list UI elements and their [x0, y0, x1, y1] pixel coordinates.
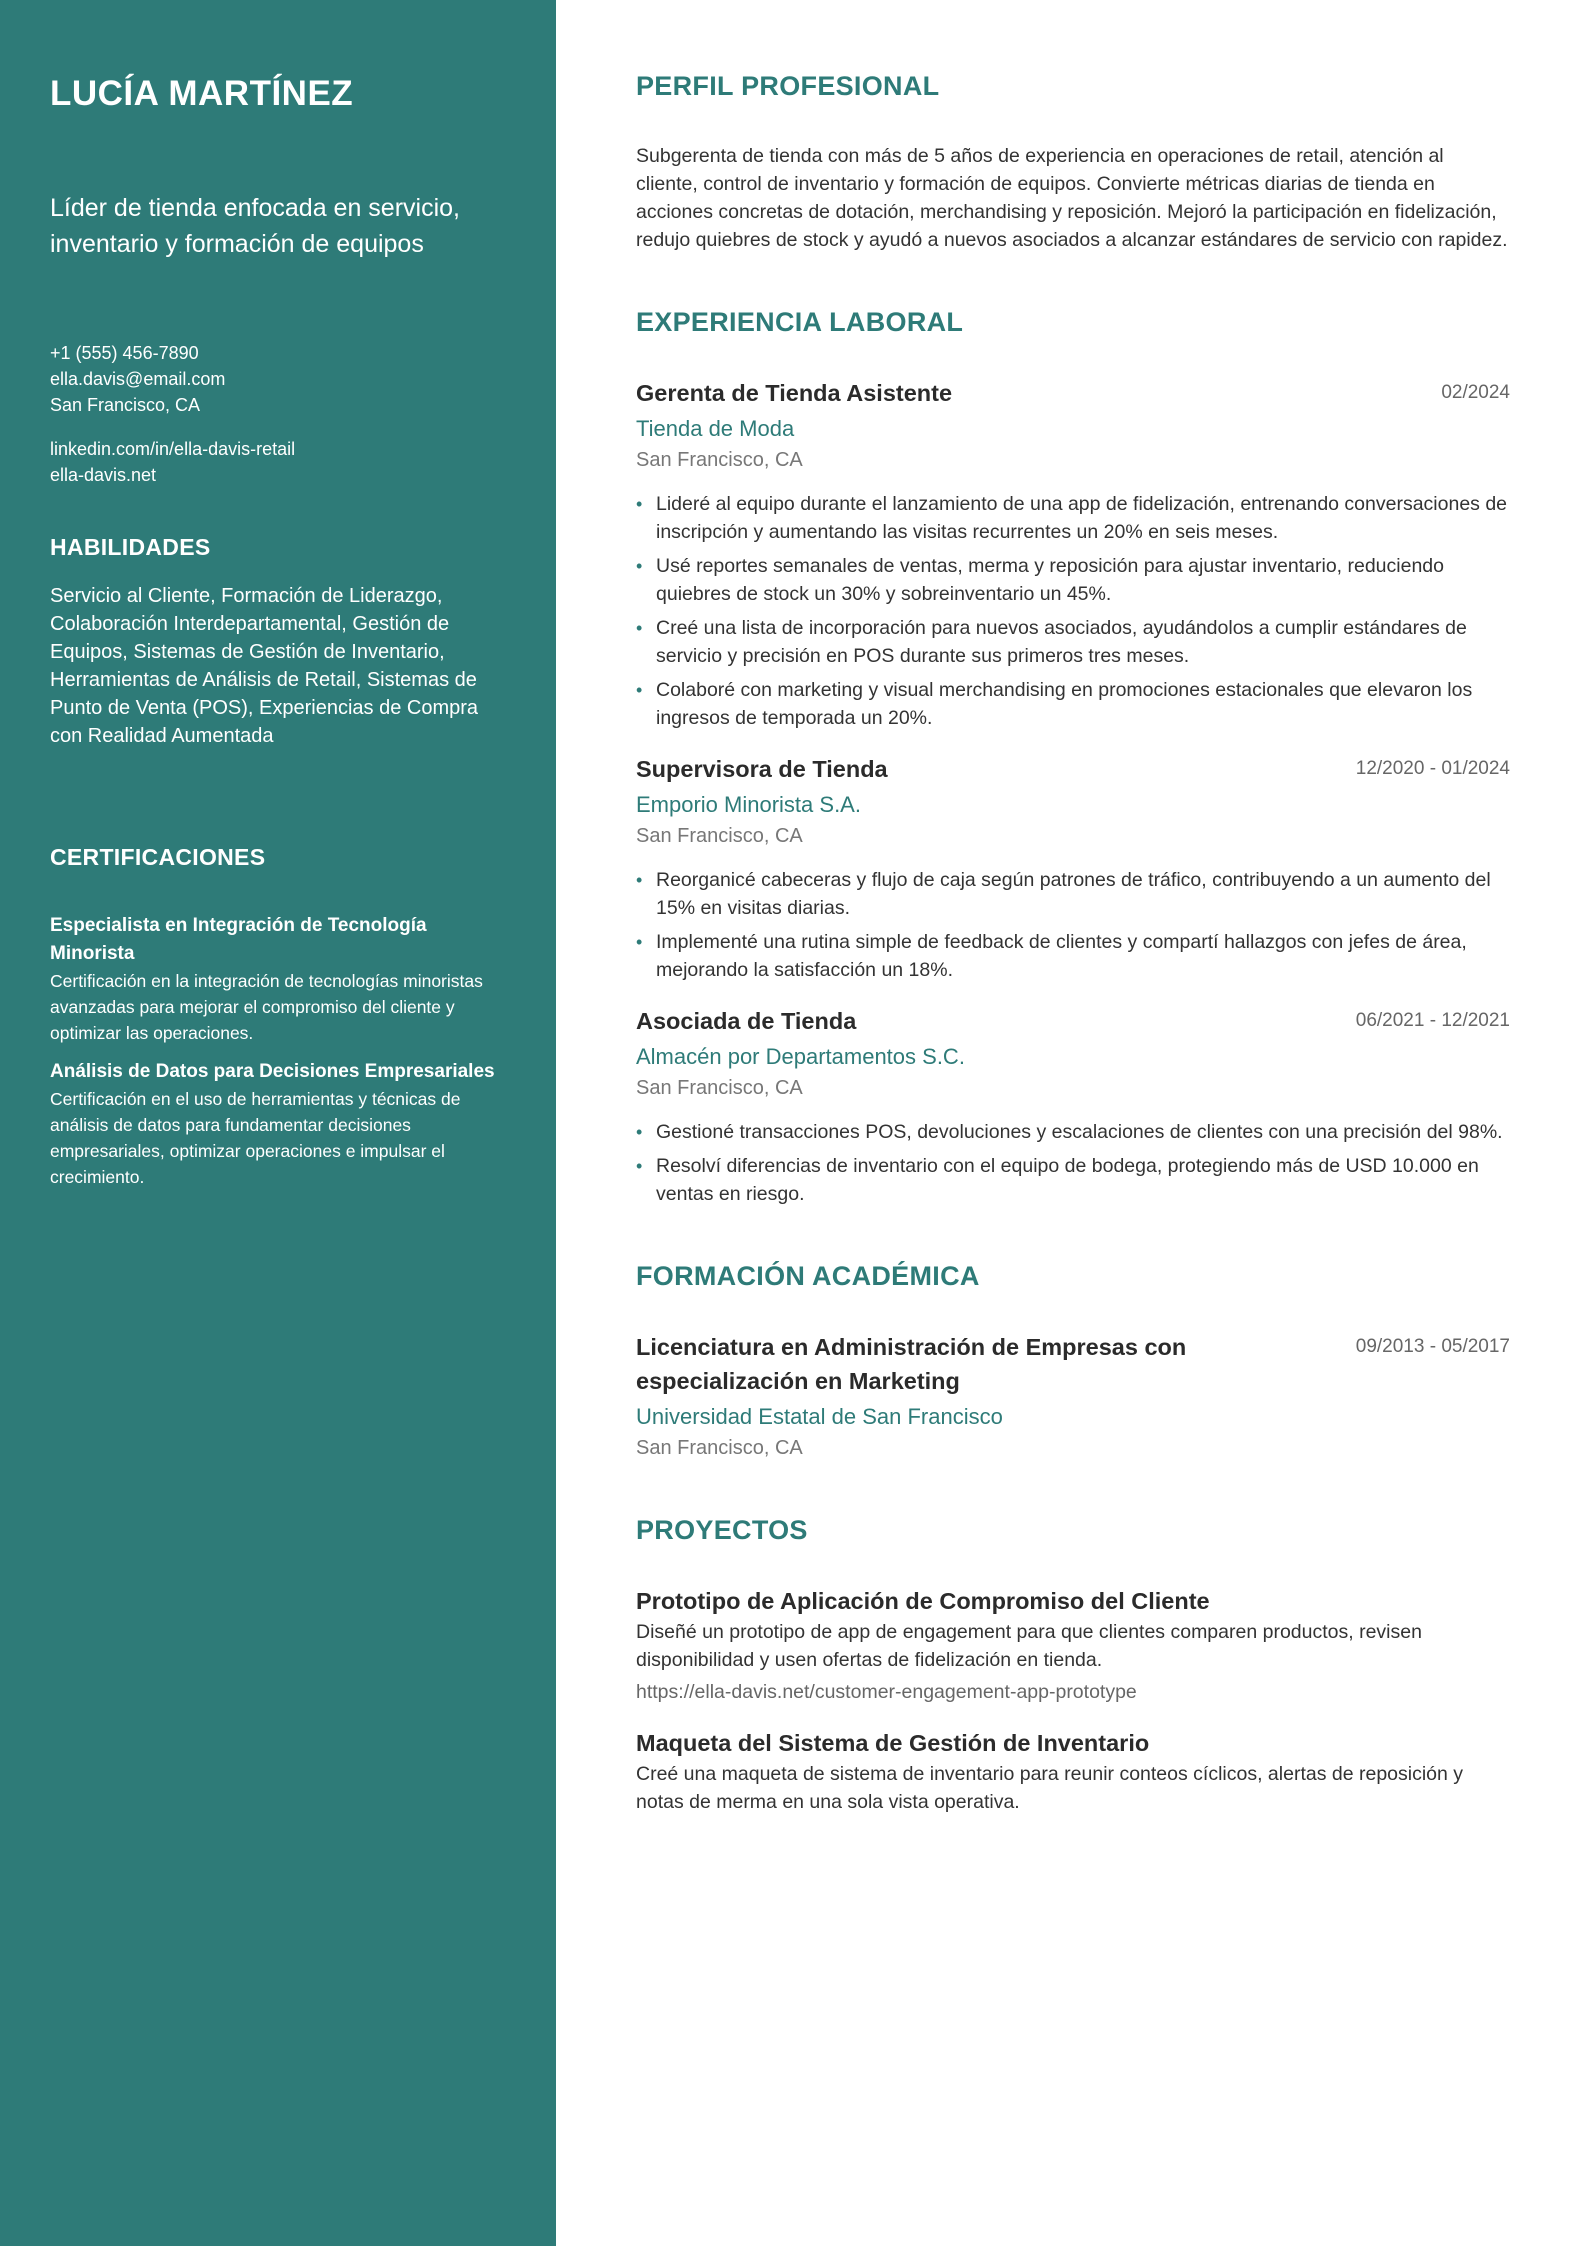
- bullet-text: Usé reportes semanales de ventas, merma y reposición para ajustar inventario, reduciendo quiebres de stock un 30% y sobreinventario un 45%.: [656, 555, 1444, 605]
- skills-heading: HABILIDADES: [50, 534, 211, 560]
- bullet-item: [636, 928, 1510, 984]
- job-location: San Francisco, CA: [636, 825, 803, 847]
- job-date: 06/2021 - 12/2021: [1355, 1010, 1510, 1031]
- job-entry: [636, 376, 1510, 732]
- degree-title: Licenciatura en Administración de Empresas con especialización en Marketing: [636, 1334, 1187, 1394]
- project-link[interactable]: https://ella-davis.net/customer-engagement-app-prototype: [636, 1681, 1137, 1703]
- bullet-text: Creé una lista de incorporación para nuevos asociados, ayudándolos a cumplir estándares de servicio y precisión en POS durante sus primeros tres meses.: [656, 617, 1467, 667]
- website-link[interactable]: ella-davis.net: [50, 465, 157, 485]
- experience-section: [636, 304, 1510, 1208]
- bullet-text: Gestioné transacciones POS, devoluciones y escalaciones de clientes con una precisión del 98%.: [656, 1121, 1503, 1143]
- job-company: Almacén por Departamentos S.C.: [636, 1044, 965, 1069]
- job-company: Tienda de Moda: [636, 416, 795, 441]
- bullet-text: Resolví diferencias de inventario con el equipo de bodega, protegiendo más de USD 10.000 en ventas en riesgo.: [656, 1155, 1479, 1205]
- bullet-icon: •: [636, 1156, 643, 1176]
- candidate-name: LUCÍA MARTÍNEZ: [50, 74, 354, 113]
- projects-section: [636, 1512, 1510, 1816]
- bullet-text: Implementé una rutina simple de feedback de clientes y compartí hallazgos con jefes de área, mejorando la satisfacción un 18%.: [656, 931, 1467, 981]
- school-name: Universidad Estatal de San Francisco: [636, 1404, 1003, 1429]
- contact-block: [50, 340, 506, 418]
- bullet-icon: •: [636, 870, 643, 890]
- bullet-text: Lideré al equipo durante el lanzamiento de una app de fidelización, entrenando conversaciones de inscripción y aumentando las visitas recurrentes un 20% en seis meses.: [656, 493, 1508, 543]
- bullet-item: [636, 866, 1510, 922]
- bullet-item: [636, 614, 1510, 670]
- projects-heading: PROYECTOS: [636, 1515, 808, 1545]
- bullet-item: [636, 676, 1510, 732]
- bullet-icon: •: [636, 1122, 643, 1142]
- certification-item: [50, 912, 506, 1046]
- skills-list: Servicio al Cliente, Formación de Liderazgo, Colaboración Interdepartamental, Gestión de Equipos, Sistemas de Gestión de Inventario, Herramientas de Análisis de Retail, Sistemas de Punto de Venta (POS), Experiencias de Compra con Realidad Aumentada: [50, 585, 479, 747]
- experience-heading: EXPERIENCIA LABORAL: [636, 307, 964, 337]
- location: San Francisco, CA: [50, 395, 201, 415]
- school-location: San Francisco, CA: [636, 1437, 803, 1459]
- job-location: San Francisco, CA: [636, 1077, 803, 1099]
- phone: +1 (555) 456-7890: [50, 343, 199, 363]
- education-entry: [636, 1330, 1510, 1462]
- job-title: Supervisora de Tienda: [636, 756, 888, 782]
- job-entry: [636, 752, 1510, 984]
- bullet-icon: •: [636, 494, 643, 514]
- education-heading: FORMACIÓN ACADÉMICA: [636, 1261, 980, 1291]
- job-date: 12/2020 - 01/2024: [1355, 758, 1510, 779]
- profile-summary: Subgerenta de tienda con más de 5 años de experiencia en operaciones de retail, atención al cliente, control de inventario y formación de equipos. Convierte métricas diarias de tienda en acciones concretas de dotación, merchandising y reposición. Mejoró la participación en fidelización, redujo quiebres de stock y ayudó a nuevos asociados a alcanzar estándares de servicio con rapidez.: [636, 145, 1508, 251]
- profile-heading: PERFIL PROFESIONAL: [636, 71, 940, 101]
- linkedin-link[interactable]: linkedin.com/in/ella-davis-retail: [50, 439, 296, 459]
- job-company: Emporio Minorista S.A.: [636, 792, 861, 817]
- project-entry: [636, 1584, 1510, 1706]
- certification-item: [50, 1058, 506, 1190]
- certification-title: Especialista en Integración de Tecnología Minorista: [50, 915, 427, 964]
- main-content: [636, 68, 1510, 1816]
- project-title: Maqueta del Sistema de Gestión de Inventario: [636, 1730, 1150, 1756]
- tagline: Líder de tienda enfocada en servicio, inventario y formación de equipos: [50, 194, 460, 258]
- profile-section: [636, 68, 1510, 254]
- bullet-item: [636, 1152, 1510, 1208]
- sidebar: [0, 0, 556, 2246]
- certification-description: Certificación en el uso de herramientas y técnicas de análisis de datos para fundamentar decisiones empresariales, optimizar operaciones e impulsar el crecimiento.: [50, 1089, 461, 1187]
- job-date: 02/2024: [1441, 382, 1510, 403]
- bullet-icon: •: [636, 556, 643, 576]
- project-description: Creé una maqueta de sistema de inventario para reunir conteos cíclicos, alertas de reposición y notas de merma en una sola vista operativa.: [636, 1763, 1464, 1813]
- job-location: San Francisco, CA: [636, 449, 803, 471]
- job-bullets: [636, 1118, 1510, 1208]
- bullet-text: Colaboré con marketing y visual merchandising en promociones estacionales que elevaron los ingresos de temporada un 20%.: [656, 679, 1473, 729]
- bullet-icon: •: [636, 932, 643, 952]
- bullet-item: [636, 490, 1510, 546]
- certifications-heading: CERTIFICACIONES: [50, 844, 266, 870]
- certification-description: Certificación en la integración de tecnologías minoristas avanzadas para mejorar el compromiso del cliente y optimizar las operaciones.: [50, 971, 483, 1043]
- bullet-item: [636, 552, 1510, 608]
- project-description: Diseñé un prototipo de app de engagement para que clientes comparen productos, revisen disponibilidad y usen ofertas de fidelización en tienda.: [636, 1621, 1422, 1671]
- project-title: Prototipo de Aplicación de Compromiso del Cliente: [636, 1588, 1210, 1614]
- education-date: 09/2013 - 05/2017: [1355, 1336, 1510, 1357]
- bullet-text: Reorganicé cabeceras y flujo de caja según patrones de tráfico, contribuyendo a un aumento del 15% en visitas diarias.: [656, 869, 1491, 919]
- job-title: Asociada de Tienda: [636, 1008, 857, 1034]
- project-entry: [636, 1726, 1510, 1816]
- bullet-item: [636, 1118, 1510, 1146]
- email[interactable]: ella.davis@email.com: [50, 369, 226, 389]
- job-bullets: [636, 866, 1510, 984]
- job-entry: [636, 1004, 1510, 1208]
- contact-links: [50, 436, 506, 488]
- job-title: Gerenta de Tienda Asistente: [636, 380, 953, 406]
- certifications-list: [50, 912, 506, 1190]
- education-section: [636, 1258, 1510, 1462]
- bullet-icon: •: [636, 618, 643, 638]
- bullet-icon: •: [636, 680, 643, 700]
- job-bullets: [636, 490, 1510, 732]
- certification-title: Análisis de Datos para Decisiones Empresariales: [50, 1061, 495, 1082]
